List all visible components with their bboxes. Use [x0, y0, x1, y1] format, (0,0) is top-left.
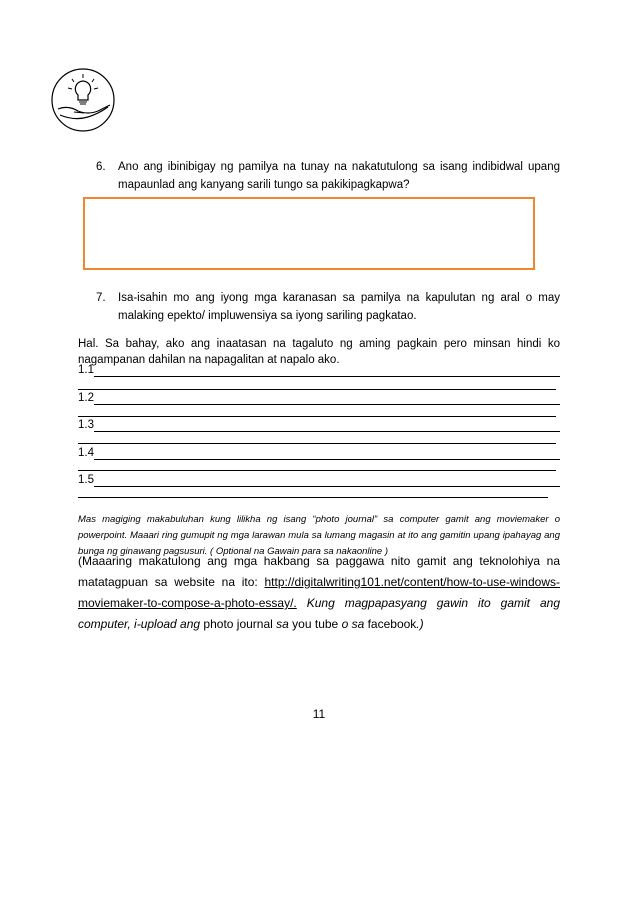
- answer-rule: [94, 459, 560, 460]
- answer-line-label: 1.4: [78, 447, 94, 459]
- question-7: [96, 289, 560, 329]
- paragraph-text: you tube: [288, 617, 342, 631]
- answer-rule-continuation[interactable]: [78, 416, 556, 417]
- answer-line-1-4[interactable]: [78, 446, 560, 460]
- question-6: [96, 158, 560, 198]
- answer-line-label: 1.2: [78, 392, 94, 404]
- paragraph-text-italic: .): [416, 617, 424, 631]
- paragraph-text: matatagpuan sa website na ito:: [78, 575, 265, 589]
- answer-rule-continuation[interactable]: [78, 443, 556, 444]
- answer-rule-continuation[interactable]: [78, 497, 548, 498]
- paragraph-line-3: [78, 593, 560, 614]
- paragraph-text-italic: o sa: [341, 617, 365, 631]
- lightbulb-in-hand-icon: [44, 67, 122, 133]
- website-link-continued[interactable]: moviemaker-to-compose-a-photo-essay/.: [78, 596, 297, 610]
- answer-line-1-1[interactable]: [78, 363, 560, 377]
- instruction-paragraph: [78, 551, 560, 635]
- answer-box-question-6[interactable]: [83, 197, 535, 270]
- paragraph-line-1: (Maaaring makatulong ang mga hakbang sa paggawa nito gamit ang teknolohiya na: [78, 554, 560, 568]
- question-7-number: 7.: [96, 292, 106, 304]
- photo-journal-note: Mas magiging makabuluhan kung lilikha ng isang “photo journal” sa computer gamit ang moviemaker o powerpoint. Maaari ring gumupit ng mga larawan mula sa lumang magasin at ito ang gamitin upang ipahayag ang bunga ng ginawang pagsusuri. ( Optional na Gawain para sa nakaonline ): [78, 514, 560, 557]
- answer-line-1-5[interactable]: [78, 473, 560, 487]
- question-6-text: Ano ang ibinibigay ng pamilya na tunay na nakatutulong sa isang indibidwal upang mapaunlad ang kanyang sarili tungo sa pakikipagkapwa?: [118, 161, 560, 191]
- example-text: Hal. Sa bahay, ako ang inaatasan na tagaluto ng aming pagkain pero minsan hindi ko nagampanan dahilan na napagalitan at napalo ako.: [78, 338, 560, 366]
- answer-rule: [94, 486, 560, 487]
- answer-line-label: 1.3: [78, 419, 94, 431]
- paragraph-line-4: [78, 614, 560, 635]
- question-7-text: Isa-isahin mo ang iyong mga karanasan sa pamilya na kapulutan ng aral o may malaking epekto/ impluwensiya sa iyong sariling pagkatao.: [118, 292, 560, 322]
- paragraph-text-italic: computer, i-upload ang: [78, 617, 201, 631]
- answer-rule: [94, 404, 560, 405]
- question-6-number: 6.: [96, 161, 106, 173]
- answer-line-1-3[interactable]: [78, 418, 560, 432]
- paragraph-text: facebook: [364, 617, 417, 631]
- paragraph-text-italic: sa: [276, 617, 289, 631]
- answer-rule: [94, 376, 560, 377]
- paragraph-text: photo journal: [200, 617, 277, 631]
- answer-rule-continuation[interactable]: [78, 470, 556, 471]
- website-link[interactable]: http://digitalwriting101.net/content/how-to-use-windows-: [264, 575, 560, 589]
- answer-rule-continuation[interactable]: [78, 389, 556, 390]
- page-number: 11: [312, 707, 326, 721]
- answer-rule: [94, 431, 560, 432]
- paragraph-line-2: [78, 572, 560, 593]
- answer-line-label: 1.5: [78, 474, 94, 486]
- answer-line-1-2[interactable]: [78, 391, 560, 405]
- answer-line-label: 1.1: [78, 364, 94, 376]
- paragraph-text-italic: Kung magpapasyang gawin ito gamit ang: [296, 596, 560, 610]
